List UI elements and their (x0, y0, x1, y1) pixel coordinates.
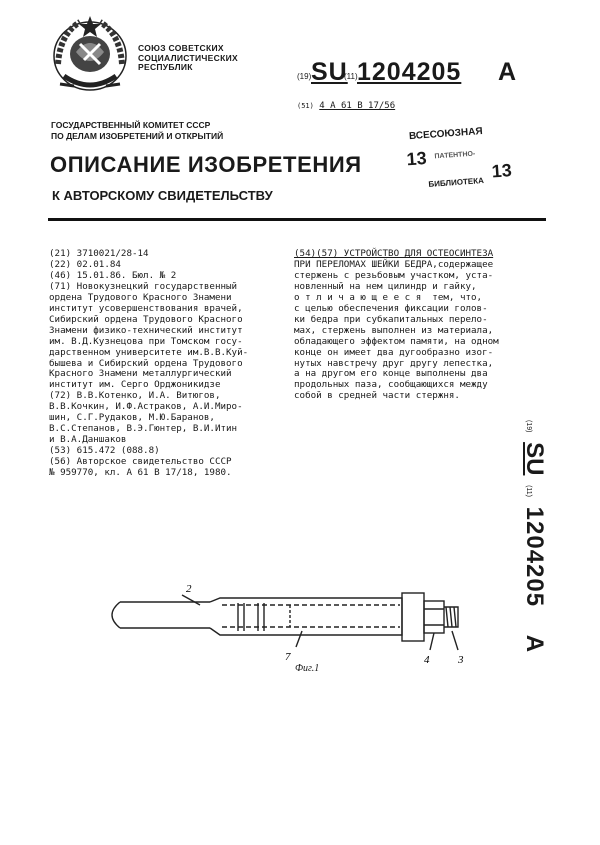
figure-1 (90, 565, 490, 695)
bibliography-line: (56) Авторское свидетельство СССР (49, 456, 232, 468)
side-label-text (520, 420, 548, 652)
figure-caption: Фиг.1 (295, 663, 320, 674)
library-stamp (403, 125, 513, 202)
page-subtitle: К АВТОРСКОМУ СВИДЕТЕЛЬСТВУ (52, 188, 273, 203)
thread-lines (446, 607, 456, 627)
bibliography-line: (71) Новокузнецкий государственный (49, 280, 238, 292)
committee-line: ГОСУДАРСТВЕННЫЙ КОМИТЕТ СССР (51, 120, 211, 130)
label-7: 7 (285, 651, 291, 663)
abstract-line: конце он имеет два дугообразно изог- (294, 346, 494, 358)
abstract-line: (54)(57) УСТРОЙСТВО ДЛЯ ОСТЕОСИНТЕЗА (294, 248, 494, 259)
bibliography-line: шин, С.Г.Рудаков, М.Ю.Баранов, (49, 412, 215, 424)
bibliography-line: (22) 02.01.84 (49, 258, 121, 270)
ipc-code: (51) (297, 102, 314, 110)
leader-4 (430, 633, 434, 650)
bibliography-line: Знамени физико-технический институт (49, 324, 243, 336)
stamp-number: 13 (405, 147, 428, 170)
abstract-line: ки бедра при субкапитальных перело- (294, 313, 488, 325)
abstract-line: с целью обеспечения фиксации голов- (294, 302, 488, 314)
side-country: SU (521, 442, 548, 476)
leader-2 (182, 595, 200, 605)
nut (424, 601, 444, 633)
side-number: 1204205 (521, 506, 548, 608)
label-2: 2 (186, 583, 192, 595)
union-line: СОЮЗ СОВЕТСКИХ (138, 43, 224, 53)
bibliography-line: институт им. Серго Орджоникидзе (49, 379, 221, 391)
side-code-11: (11) (525, 485, 532, 498)
stamp-line: БИБЛИОТЕКА (428, 176, 485, 189)
nut-faces (424, 609, 444, 625)
bibliography-line: и В.А.Даншаков (49, 434, 127, 446)
abstract-line: мах, стержень выполнен из материала, (294, 324, 494, 336)
leader-7 (296, 631, 302, 647)
committee-name (51, 120, 223, 141)
union-line: СОЦИАЛИСТИЧЕСКИХ (138, 52, 238, 63)
side-patent-label (518, 420, 548, 670)
stamp-line: ПАТЕНТНО- (434, 150, 476, 161)
bibliography-line: Сибирский ордена Трудового Красного (49, 313, 243, 325)
side-kind: A (521, 634, 548, 653)
patent-number: 1204205 (357, 58, 462, 86)
nut-flange (402, 593, 424, 641)
abstract-line: о т л и ч а ю щ е е с я тем, что, (294, 291, 483, 303)
country-code: SU (311, 58, 348, 86)
bibliography-line: № 959770, кл. А 61 В 17/18, 1980. (49, 467, 232, 479)
document-kind: A (498, 58, 517, 86)
committee-line: ПО ДЕЛАМ ИЗОБРЕТЕНИЙ И ОТКРЫТИЙ (51, 130, 224, 141)
bibliography-line: (21) 3710021/28-14 (49, 248, 149, 259)
union-line: РЕСПУБЛИК (138, 62, 193, 72)
code-11: (11) (344, 72, 358, 81)
header-divider (48, 218, 546, 221)
abstract-line: стержень с резьбовым участком, уста- (294, 269, 494, 281)
abstract-line: новленный на нем цилиндр и гайку, (294, 280, 477, 292)
code-19: (19) (297, 72, 312, 81)
abstract-line: собой в средней части стержня. (294, 390, 460, 402)
abstract-line: нутых навстречу друг другу лепестка, (294, 357, 494, 369)
page-title: ОПИСАНИЕ ИЗОБРЕТЕНИЯ (50, 152, 362, 177)
rod-drawing (90, 565, 490, 695)
bibliography-line: (72) В.В.Котенко, И.А. Витюгов, (49, 390, 221, 402)
bibliography-line: институт усовершенствования врачей, (49, 302, 243, 314)
label-3: 3 (458, 654, 464, 666)
stamp-number: 13 (490, 160, 513, 182)
abstract-line: а на другом его конце выполнены два (294, 368, 488, 380)
bibliography-line: В.В.Кочкин, И.Ф.Астраков, А.И.Миро- (49, 401, 243, 413)
label-4: 4 (424, 654, 430, 666)
abstract-line: обладающего эффектом памяти, на одном (294, 335, 499, 347)
bibliography-line: им. В.Д.Кузнецова при Томском госу- (49, 335, 243, 347)
ipc-classification (297, 101, 395, 111)
side-code-19: (19) (525, 420, 532, 433)
abstract-block (294, 249, 526, 402)
abstract-line: ПРИ ПЕРЕЛОМАХ ШЕЙКИ БЕДРА,содержащее (294, 258, 494, 270)
bibliography-line: ордена Трудового Красного Знамени (49, 291, 232, 303)
abstract-line: продольных паза, сообщающихся между (294, 379, 488, 391)
bibliography-line: бышева и Сибирский ордена Трудового (49, 357, 243, 369)
bibliography-line: дарственном университете им.В.В.Куй- (49, 346, 249, 358)
rod-tip (112, 602, 120, 628)
bibliography-line: Красного Знамени металлургический (49, 368, 232, 380)
bibliography-line: В.С.Степанов, В.Э.Гюнтер, В.И.Итин (49, 423, 238, 435)
stamp-line: ВСЕСОЮЗНАЯ (408, 126, 483, 143)
bibliography-block (49, 249, 294, 479)
ussr-emblem-graphic (50, 14, 130, 94)
union-name (138, 44, 238, 73)
ipc-value: 4 A 61 B 17/56 (319, 101, 396, 111)
ussr-emblem (50, 14, 130, 94)
bibliography-line: (46) 15.01.86. Бюл. № 2 (49, 269, 177, 281)
leader-3 (452, 631, 458, 650)
bibliography-line: (53) 615.472 (088.8) (49, 445, 160, 457)
cylinder-outline (210, 598, 402, 635)
